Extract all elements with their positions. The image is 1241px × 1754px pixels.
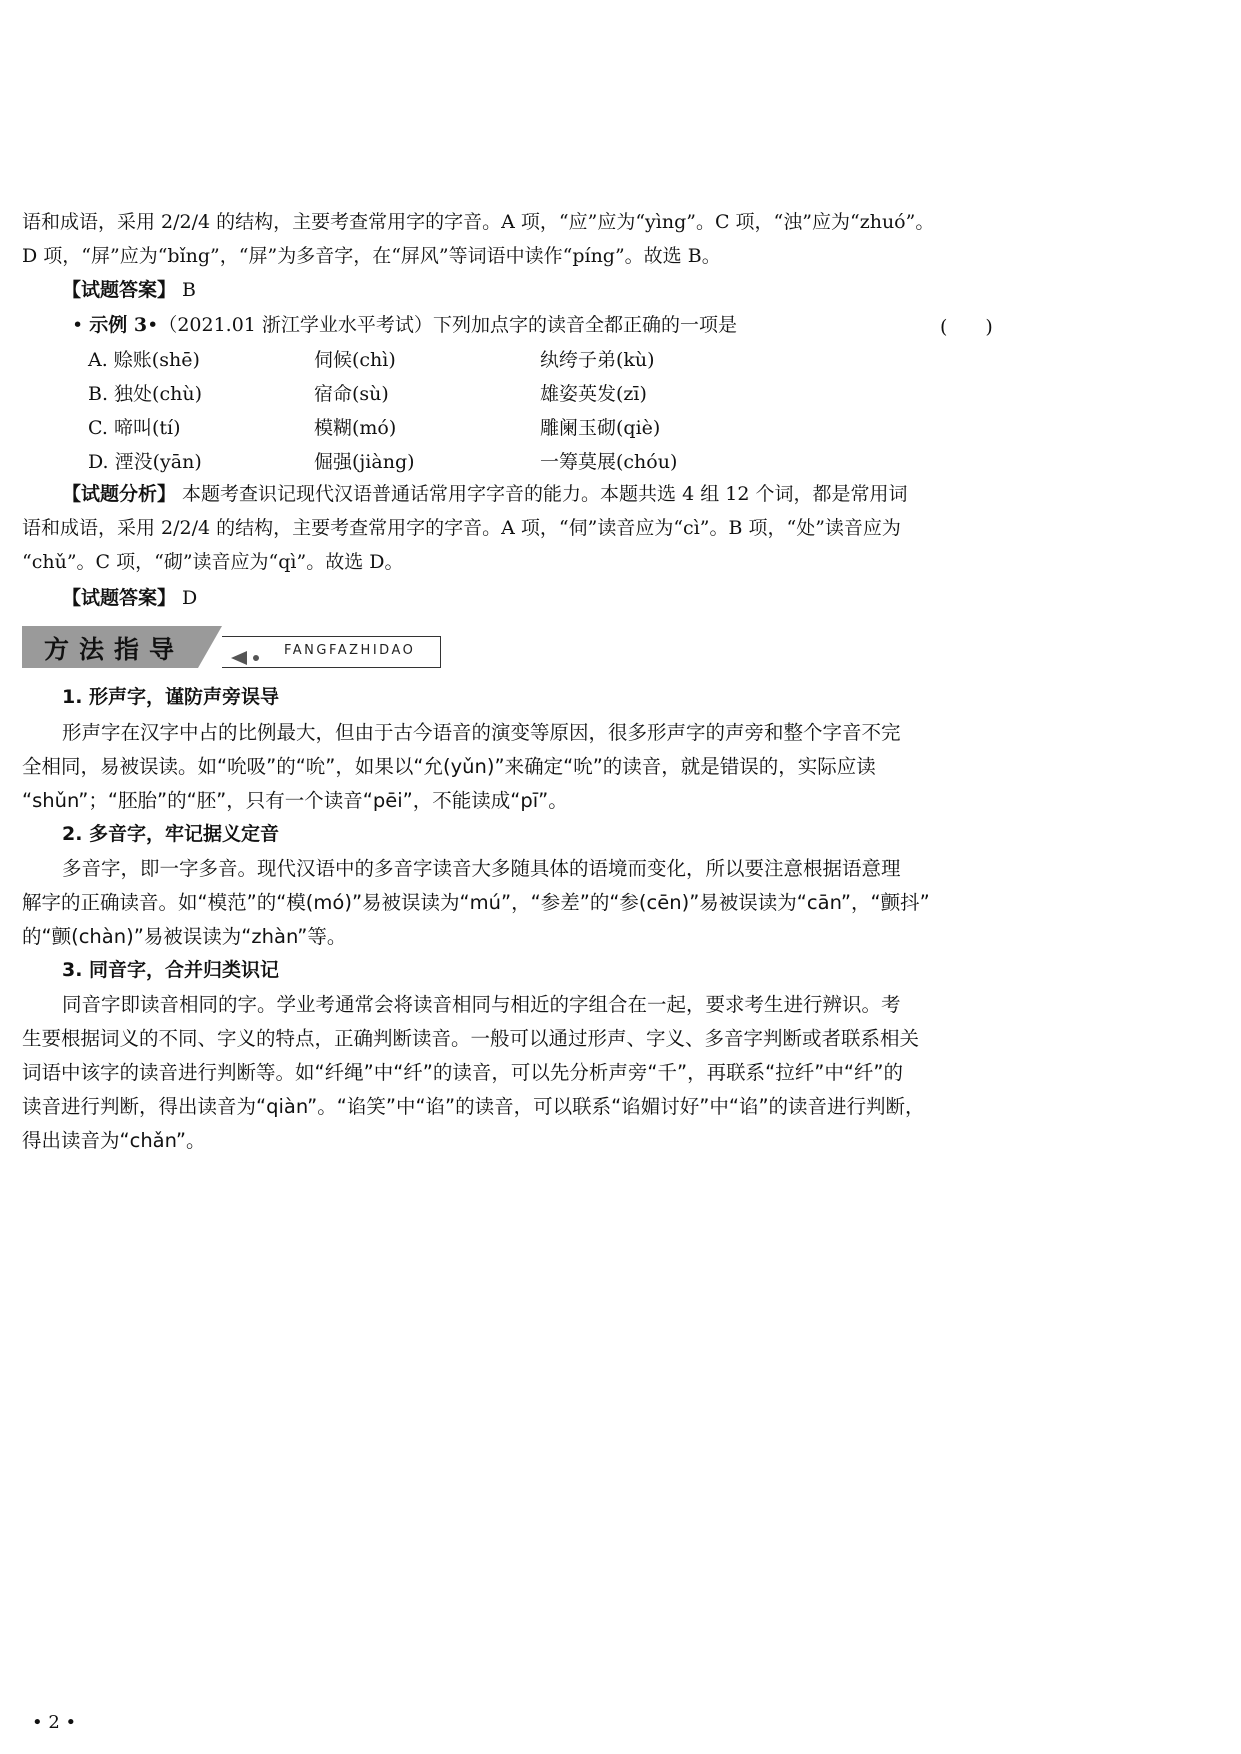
- method-1-heading: 1. 形声字，谨防声旁误导: [62, 686, 280, 708]
- bullet: •: [72, 314, 84, 336]
- page-number: • 2 •: [32, 1712, 77, 1733]
- option-c-2: 模糊(mó): [314, 417, 397, 439]
- option-row-a: [88, 343, 788, 377]
- method-1-line-3: “shǔn”；“胚胎”的“胚”，只有一个读音“pēi”，不能读成“pī”。: [22, 789, 568, 812]
- analysis-label: 【试题分析】: [62, 483, 177, 505]
- analysis-2-line-2: 语和成语，采用 2/2/4 的结构，主要考查常用字的字音。A 项，“伺”读音应为“cì”。B 项，“处”读音应为: [22, 517, 901, 539]
- section-subtitle: FANGFAZHIDAO: [284, 643, 416, 658]
- option-a-2: 伺候(chì): [314, 349, 396, 371]
- option-row-c: [88, 411, 788, 445]
- method-2-heading: 2. 多音字，牢记据义定音: [62, 823, 280, 845]
- option-d-2: 倔强(jiàng): [314, 451, 415, 473]
- option-c-3: 雕阑玉砌(qiè): [540, 417, 661, 439]
- method-3-heading: 3. 同音字，合并归类识记: [62, 959, 280, 981]
- answer-value: B: [176, 279, 197, 301]
- option-a-1: A. 赊账(shē): [88, 349, 200, 371]
- example-source: •（2021.01 浙江学业水平考试）: [147, 314, 433, 336]
- method-3-line-3: 词语中该字的读音进行判断等。如“纤绳”中“纤”的读音，可以先分析声旁“千”，再联系“拉纤”中“纤”的: [22, 1061, 904, 1084]
- option-row-d: [88, 445, 788, 479]
- analysis-continued-line-2: D 项，“屏”应为“bǐng”，“屏”为多音字，在“屏风”等词语中读作“píng”。故选 B。: [22, 245, 721, 267]
- method-3-line-2: 生要根据词义的不同、字义的特点，正确判断读音。一般可以通过形声、字义、多音字判断或者联系相关: [22, 1027, 920, 1050]
- method-3-line-5: 得出读音为“chǎn”。: [22, 1129, 206, 1152]
- analysis-continued-line-1: 语和成语，采用 2/2/4 的结构，主要考查常用字的字音。A 项，“应”应为“yìng”。C 项，“浊”应为“zhuó”。: [22, 211, 935, 233]
- analysis-2-line-3: “chǔ”。C 项，“砌”读音应为“qì”。故选 D。: [22, 551, 404, 573]
- method-3-line-4: 读音进行判断，得出读音为“qiàn”。“谄笑”中“谄”的读音，可以联系“谄媚讨好”中“谄”的读音进行判断，: [22, 1095, 925, 1118]
- option-c-1: C. 啼叫(tí): [88, 417, 181, 439]
- option-b-1: B. 独处(chù): [88, 383, 202, 405]
- section-title: 方法指导: [44, 635, 185, 664]
- option-a-3: 纨绔子弟(kù): [540, 349, 655, 371]
- answer-1: [62, 274, 1048, 307]
- example-label: 示例 3: [89, 314, 148, 336]
- method-1-line-1: 形声字在汉字中占的比例最大，但由于古今语音的演变等原因，很多形声字的声旁和整个字音不完: [62, 721, 901, 744]
- method-2-line-1: 多音字，即一字多音。现代汉语中的多音字读音大多随具体的语境而变化，所以要注意根据语意理: [62, 857, 901, 880]
- arrow-decoration-icon: [229, 648, 269, 668]
- option-d-3: 一筹莫展(chóu): [540, 451, 678, 473]
- section-header: [22, 626, 442, 668]
- option-row-b: [88, 377, 788, 411]
- option-b-2: 宿命(sù): [314, 383, 389, 405]
- analysis-text: 本题考查识记现代汉语普通话常用字字音的能力。本题共选 4 组 12 个词，都是常用词: [176, 483, 908, 505]
- method-2-line-3: 的“颤(chàn)”易被误读为“zhàn”等。: [22, 925, 347, 948]
- option-d-1: D. 湮没(yān): [88, 451, 202, 473]
- method-3-line-1: 同音字即读音相同的字。学业考通常会将读音相同与相近的字组合在一起，要求考生进行辨识。考: [62, 993, 901, 1016]
- example-question-text: 下列加点字的读音全都正确的一项是: [432, 314, 737, 336]
- answer-value: D: [176, 587, 198, 609]
- example-3-question: [72, 309, 1058, 342]
- method-1-line-2: 全相同，易被误读。如“吮吸”的“吮”，如果以“允(yǔn)”来确定“吮”的读音，就是错误的，实际应读: [22, 755, 876, 778]
- answer-parenthesis: ( ): [940, 316, 993, 338]
- example-3-options: [88, 343, 788, 479]
- method-2-line-2: 解字的正确读音。如“模范”的“模(mó)”易被误读为“mú”，“参差”的“参(cēn)”易被误读为“cān”，“颤抖”: [22, 891, 930, 914]
- answer-2: [62, 582, 1048, 615]
- analysis-2-line-1: [62, 478, 1048, 511]
- answer-label: 【试题答案】: [62, 587, 177, 609]
- answer-label: 【试题答案】: [62, 279, 177, 301]
- option-b-3: 雄姿英发(zī): [540, 383, 647, 405]
